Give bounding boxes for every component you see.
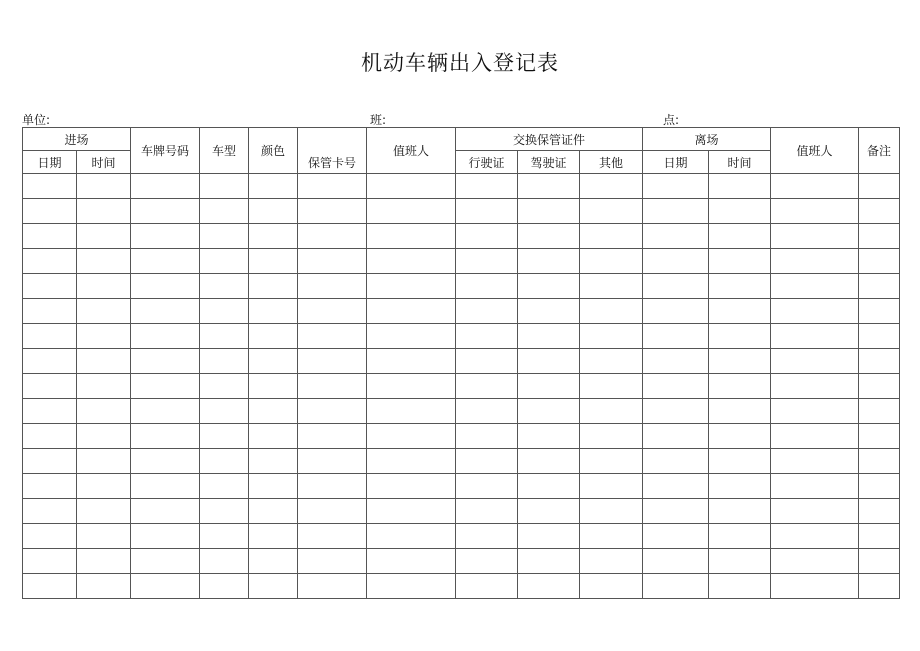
table-cell — [23, 299, 77, 324]
table-cell — [456, 399, 518, 424]
header-row-1 — [23, 128, 900, 151]
table-row — [23, 524, 900, 549]
table-cell — [23, 249, 77, 274]
table-row — [23, 349, 900, 374]
table-cell — [298, 499, 367, 524]
table-cell — [518, 374, 580, 399]
table-cell — [131, 224, 200, 249]
table-cell — [298, 174, 367, 199]
table-cell — [77, 174, 131, 199]
table-cell — [131, 499, 200, 524]
table-cell — [580, 249, 643, 274]
table-row — [23, 324, 900, 349]
table-cell — [77, 349, 131, 374]
table-cell — [23, 274, 77, 299]
table-cell — [200, 174, 249, 199]
table-cell — [200, 399, 249, 424]
table-cell — [367, 174, 456, 199]
table-cell — [249, 374, 298, 399]
table-cell — [771, 549, 859, 574]
table-cell — [456, 324, 518, 349]
table-cell — [709, 499, 771, 524]
table-cell — [200, 524, 249, 549]
table-cell — [249, 574, 298, 599]
table-cell — [77, 274, 131, 299]
table-cell — [367, 524, 456, 549]
point-label: 点: — [663, 113, 680, 127]
table-cell — [131, 324, 200, 349]
table-cell — [643, 274, 709, 299]
table-cell — [580, 274, 643, 299]
table-row — [23, 574, 900, 599]
table-cell — [131, 174, 200, 199]
table-cell — [131, 574, 200, 599]
header-duty-out: 值班人 — [771, 128, 859, 174]
table-cell — [367, 249, 456, 274]
table-cell — [23, 199, 77, 224]
table-cell — [518, 199, 580, 224]
table-cell — [518, 224, 580, 249]
table-cell — [771, 249, 859, 274]
table-cell — [859, 274, 900, 299]
table-cell — [771, 324, 859, 349]
header-entry: 进场 — [23, 128, 131, 151]
header-entry-time: 时间 — [77, 151, 131, 174]
table-cell — [859, 299, 900, 324]
table-cell — [518, 174, 580, 199]
table-cell — [771, 449, 859, 474]
table-cell — [200, 574, 249, 599]
table-cell — [518, 324, 580, 349]
table-cell — [298, 549, 367, 574]
table-row — [23, 224, 900, 249]
table-cell — [200, 474, 249, 499]
header-duty-in: 值班人 — [367, 128, 456, 174]
table-cell — [456, 199, 518, 224]
table-cell — [709, 399, 771, 424]
table-cell — [77, 199, 131, 224]
table-cell — [771, 299, 859, 324]
table-cell — [367, 474, 456, 499]
table-cell — [367, 274, 456, 299]
table-cell — [518, 474, 580, 499]
table-cell — [456, 549, 518, 574]
table-cell — [77, 249, 131, 274]
table-cell — [200, 424, 249, 449]
table-cell — [131, 424, 200, 449]
table-cell — [23, 324, 77, 349]
table-row — [23, 499, 900, 524]
table-cell — [298, 349, 367, 374]
table-cell — [771, 499, 859, 524]
table-cell — [580, 374, 643, 399]
table-cell — [249, 174, 298, 199]
table-cell — [518, 499, 580, 524]
table-cell — [200, 224, 249, 249]
table-cell — [580, 449, 643, 474]
table-cell — [709, 474, 771, 499]
table-cell — [518, 524, 580, 549]
table-cell — [367, 349, 456, 374]
table-cell — [249, 249, 298, 274]
header-vehicle-license: 行驶证 — [456, 151, 518, 174]
table-cell — [131, 299, 200, 324]
shift-label: 班: — [370, 113, 387, 127]
table-cell — [643, 349, 709, 374]
table-cell — [709, 424, 771, 449]
header-docs: 交换保管证件 — [456, 128, 643, 151]
table-cell — [580, 199, 643, 224]
table-cell — [859, 549, 900, 574]
table-cell — [771, 374, 859, 399]
table-cell — [771, 474, 859, 499]
table-cell — [298, 249, 367, 274]
table-cell — [200, 549, 249, 574]
table-cell — [298, 274, 367, 299]
table-cell — [859, 574, 900, 599]
table-cell — [859, 399, 900, 424]
header-exit: 离场 — [643, 128, 771, 151]
table-cell — [643, 299, 709, 324]
table-cell — [249, 424, 298, 449]
table-cell — [456, 499, 518, 524]
table-cell — [580, 424, 643, 449]
table-cell — [131, 249, 200, 274]
vehicle-log-table — [22, 127, 900, 599]
table-cell — [23, 174, 77, 199]
table-cell — [131, 374, 200, 399]
table-cell — [77, 399, 131, 424]
table-cell — [23, 474, 77, 499]
table-cell — [709, 224, 771, 249]
table-cell — [771, 224, 859, 249]
table-cell — [456, 449, 518, 474]
table-cell — [367, 499, 456, 524]
table-cell — [580, 499, 643, 524]
table-cell — [249, 299, 298, 324]
table-cell — [367, 374, 456, 399]
table-cell — [580, 524, 643, 549]
table-cell — [771, 574, 859, 599]
table-cell — [249, 449, 298, 474]
table-cell — [23, 574, 77, 599]
table-cell — [23, 499, 77, 524]
table-cell — [709, 549, 771, 574]
table-cell — [580, 474, 643, 499]
table-body — [23, 174, 900, 599]
table-cell — [456, 174, 518, 199]
table-cell — [518, 274, 580, 299]
table-cell — [859, 324, 900, 349]
table-cell — [771, 274, 859, 299]
header-driver-license: 驾驶证 — [518, 151, 580, 174]
table-cell — [77, 549, 131, 574]
table-cell — [518, 549, 580, 574]
table-cell — [23, 424, 77, 449]
unit-label: 单位: — [22, 113, 51, 127]
table-cell — [367, 324, 456, 349]
table-cell — [298, 399, 367, 424]
table-cell — [131, 274, 200, 299]
table-cell — [77, 499, 131, 524]
table-cell — [771, 349, 859, 374]
table-cell — [456, 274, 518, 299]
table-cell — [709, 324, 771, 349]
table-cell — [518, 449, 580, 474]
table-cell — [580, 399, 643, 424]
table-cell — [580, 174, 643, 199]
table-cell — [859, 349, 900, 374]
table-cell — [580, 549, 643, 574]
table-cell — [859, 249, 900, 274]
table-cell — [298, 324, 367, 349]
table-cell — [298, 449, 367, 474]
table-cell — [23, 224, 77, 249]
table-cell — [298, 524, 367, 549]
table-cell — [580, 224, 643, 249]
table-cell — [859, 224, 900, 249]
table-cell — [367, 199, 456, 224]
table-cell — [131, 349, 200, 374]
table-cell — [859, 374, 900, 399]
table-cell — [23, 399, 77, 424]
table-cell — [131, 399, 200, 424]
table-cell — [200, 274, 249, 299]
table-cell — [249, 524, 298, 549]
table-cell — [200, 374, 249, 399]
table-cell — [200, 349, 249, 374]
table-cell — [643, 249, 709, 274]
table-cell — [77, 324, 131, 349]
table-cell — [131, 199, 200, 224]
table-cell — [771, 524, 859, 549]
header-exit-date: 日期 — [643, 151, 709, 174]
table-cell — [643, 524, 709, 549]
table-cell — [580, 324, 643, 349]
table-cell — [709, 274, 771, 299]
table-cell — [709, 349, 771, 374]
table-cell — [518, 299, 580, 324]
table-cell — [249, 274, 298, 299]
table-cell — [859, 524, 900, 549]
table-cell — [643, 174, 709, 199]
table-cell — [23, 374, 77, 399]
table-cell — [771, 174, 859, 199]
table-cell — [298, 224, 367, 249]
header-remarks: 备注 — [859, 128, 900, 174]
table-cell — [249, 399, 298, 424]
table-cell — [709, 174, 771, 199]
header-plate: 车牌号码 — [131, 128, 200, 174]
page-title: 机动车辆出入登记表 — [361, 51, 559, 75]
table-cell — [23, 524, 77, 549]
table-cell — [298, 199, 367, 224]
table-cell — [456, 249, 518, 274]
table-cell — [298, 424, 367, 449]
header-entry-date: 日期 — [23, 151, 77, 174]
table-cell — [249, 199, 298, 224]
table-cell — [643, 449, 709, 474]
table-row — [23, 549, 900, 574]
table-cell — [200, 199, 249, 224]
table-cell — [643, 399, 709, 424]
table-row — [23, 174, 900, 199]
table-cell — [131, 449, 200, 474]
table-cell — [367, 224, 456, 249]
table-cell — [131, 524, 200, 549]
table-cell — [367, 549, 456, 574]
table-cell — [249, 549, 298, 574]
table-cell — [367, 399, 456, 424]
table-cell — [643, 224, 709, 249]
header-card: 保管卡号 — [298, 128, 367, 174]
table-cell — [709, 524, 771, 549]
table-row — [23, 424, 900, 449]
table-cell — [518, 249, 580, 274]
table-cell — [859, 199, 900, 224]
table-cell — [456, 574, 518, 599]
table-cell — [709, 199, 771, 224]
table-cell — [643, 574, 709, 599]
table-cell — [77, 374, 131, 399]
table-cell — [859, 474, 900, 499]
table-cell — [367, 299, 456, 324]
table-cell — [456, 524, 518, 549]
table-cell — [200, 499, 249, 524]
table-cell — [859, 499, 900, 524]
table-row — [23, 199, 900, 224]
header-other: 其他 — [580, 151, 643, 174]
table-cell — [367, 449, 456, 474]
table-cell — [518, 349, 580, 374]
table-cell — [298, 474, 367, 499]
table-cell — [771, 424, 859, 449]
table-cell — [771, 199, 859, 224]
table-cell — [709, 449, 771, 474]
table-row — [23, 299, 900, 324]
table-cell — [709, 574, 771, 599]
table-cell — [580, 299, 643, 324]
table-cell — [77, 449, 131, 474]
table-cell — [249, 349, 298, 374]
table-cell — [643, 499, 709, 524]
table-cell — [456, 224, 518, 249]
table-cell — [709, 249, 771, 274]
table-cell — [367, 424, 456, 449]
table-row — [23, 474, 900, 499]
table-cell — [367, 574, 456, 599]
table-cell — [249, 499, 298, 524]
table-cell — [859, 174, 900, 199]
table-cell — [859, 449, 900, 474]
table-cell — [200, 249, 249, 274]
table-cell — [298, 574, 367, 599]
table-row — [23, 274, 900, 299]
table-cell — [77, 574, 131, 599]
table-cell — [77, 299, 131, 324]
table-cell — [643, 424, 709, 449]
table-cell — [77, 474, 131, 499]
table-row — [23, 399, 900, 424]
table-cell — [77, 424, 131, 449]
table-cell — [643, 324, 709, 349]
table-cell — [518, 574, 580, 599]
table-row — [23, 449, 900, 474]
table-cell — [518, 399, 580, 424]
table-row — [23, 374, 900, 399]
table-cell — [709, 374, 771, 399]
table-cell — [859, 424, 900, 449]
table-cell — [249, 324, 298, 349]
table-cell — [580, 349, 643, 374]
table-cell — [456, 424, 518, 449]
table-cell — [298, 299, 367, 324]
table-cell — [580, 574, 643, 599]
table-cell — [23, 549, 77, 574]
table-cell — [298, 374, 367, 399]
table-cell — [643, 474, 709, 499]
table-cell — [200, 299, 249, 324]
table-cell — [643, 549, 709, 574]
table-cell — [456, 474, 518, 499]
table-cell — [249, 474, 298, 499]
header-exit-time: 时间 — [709, 151, 771, 174]
table-cell — [456, 349, 518, 374]
table-cell — [200, 324, 249, 349]
table-cell — [456, 374, 518, 399]
table-cell — [77, 524, 131, 549]
table-cell — [131, 549, 200, 574]
table-cell — [23, 449, 77, 474]
table-cell — [77, 224, 131, 249]
table-cell — [643, 374, 709, 399]
table-cell — [249, 224, 298, 249]
table-cell — [456, 299, 518, 324]
table-cell — [131, 474, 200, 499]
table-cell — [23, 349, 77, 374]
header-model: 车型 — [200, 128, 249, 174]
header-color: 颜色 — [249, 128, 298, 174]
table-cell — [200, 449, 249, 474]
table-cell — [643, 199, 709, 224]
table-cell — [518, 424, 580, 449]
table-cell — [709, 299, 771, 324]
table-cell — [771, 399, 859, 424]
table-row — [23, 249, 900, 274]
